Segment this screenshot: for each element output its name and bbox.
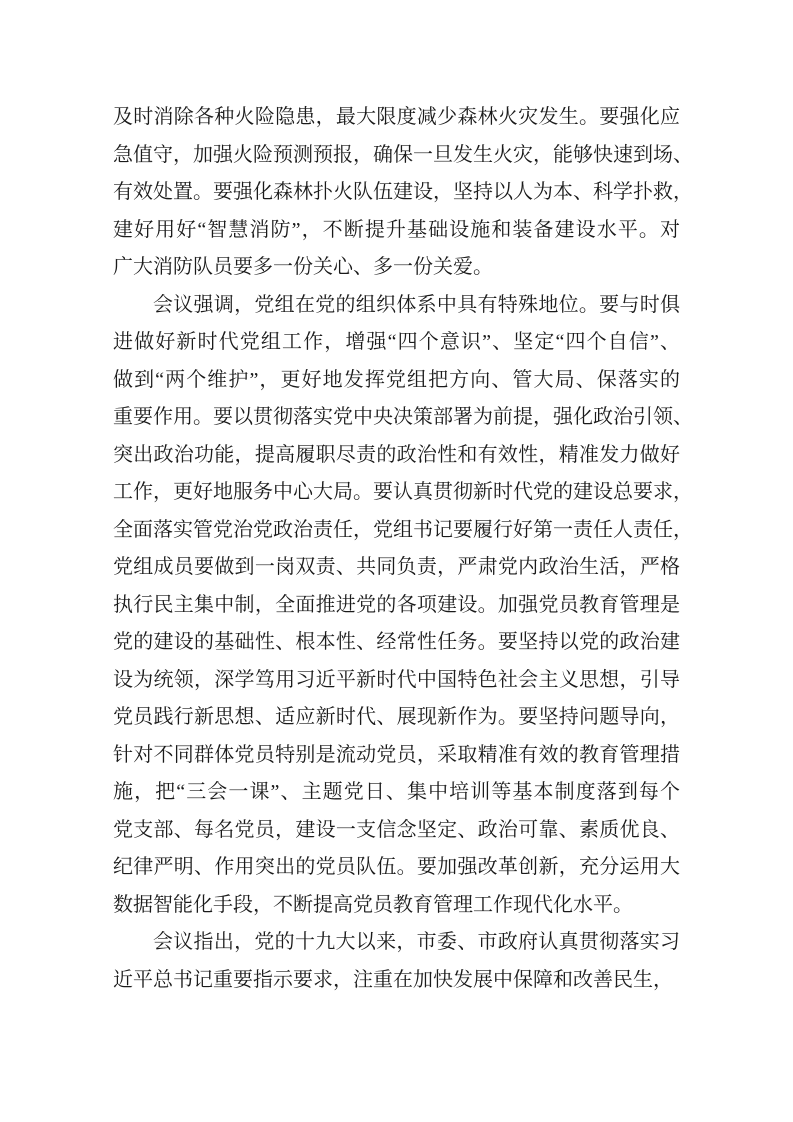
text-line: 会议指出，党的十九大以来，市委、市政府认真贯彻落实习: [153, 931, 680, 953]
document-body: [113, 99, 693, 999]
text-line: 建好用好“智慧消防”，不断提升基础设施和装备建设水平。对: [113, 218, 680, 241]
text-line: 执行民主集中制，全面推进党的各项建设。加强党员教育管理是: [113, 593, 680, 616]
text-line: 有效处置。要强化森林扑火队伍建设，坚持以人为本、科学扑救，: [113, 181, 693, 203]
text-line: 纪律严明、作用突出的党员队伍。要加强改革创新，充分运用大: [113, 856, 680, 878]
text-line: 重要作用。要以贯彻落实党中央决策部署为前提，强化政治引领、: [113, 406, 693, 428]
text-line: 党的建设的基础性、根本性、经常性任务。要坚持以党的政治建: [113, 631, 680, 653]
text-line: 施，把“三会一课”、主题党日、集中培训等基本制度落到每个: [113, 781, 680, 803]
text-line: 党支部、每名党员，建设一支信念坚定、政治可靠、素质优良、: [113, 818, 680, 841]
text-line: 做到“两个维护”，更好地发挥党组把方向、管大局、保落实的: [113, 368, 680, 391]
text-line: 及时消除各种火险隐患，最大限度减少森林火灾发生。要强化应: [113, 106, 680, 128]
text-line: 近平总书记重要指示要求，注重在加快发展中保障和改善民生，: [113, 968, 673, 991]
text-line: 全面落实管党治党政治责任，党组书记要履行好第一责任人责任，: [113, 518, 693, 541]
text-line: 工作，更好地服务中心大局。要认真贯彻新时代党的建设总要求，: [113, 481, 693, 503]
text-line: 针对不同群体党员特别是流动党员，采取精准有效的教育管理措: [113, 743, 680, 766]
text-line: 党组成员要做到一岗双责、共同负责，严肃党内政治生活，严格: [113, 556, 680, 578]
text-line: 突出政治功能，提高履职尽责的政治性和有效性，精准发力做好: [113, 443, 680, 466]
text-line: 广大消防队员要多一份关心、多一份关爱。: [113, 256, 493, 278]
text-line: 急值守，加强火险预测预报，确保一旦发生火灾，能够快速到场、: [113, 143, 693, 166]
text-line: 设为统领，深学笃用习近平新时代中国特色社会主义思想，引导: [113, 668, 680, 691]
text-line: 数据智能化手段，不断提高党员教育管理工作现代化水平。: [113, 893, 633, 916]
text-line: 党员践行新思想、适应新时代、展现新作为。要坚持问题导向，: [113, 706, 680, 728]
text-line: 进做好新时代党组工作，增强“四个意识”、坚定“四个自信”、: [113, 331, 680, 353]
text-line: 会议强调，党组在党的组织体系中具有特殊地位。要与时俱: [153, 293, 680, 316]
